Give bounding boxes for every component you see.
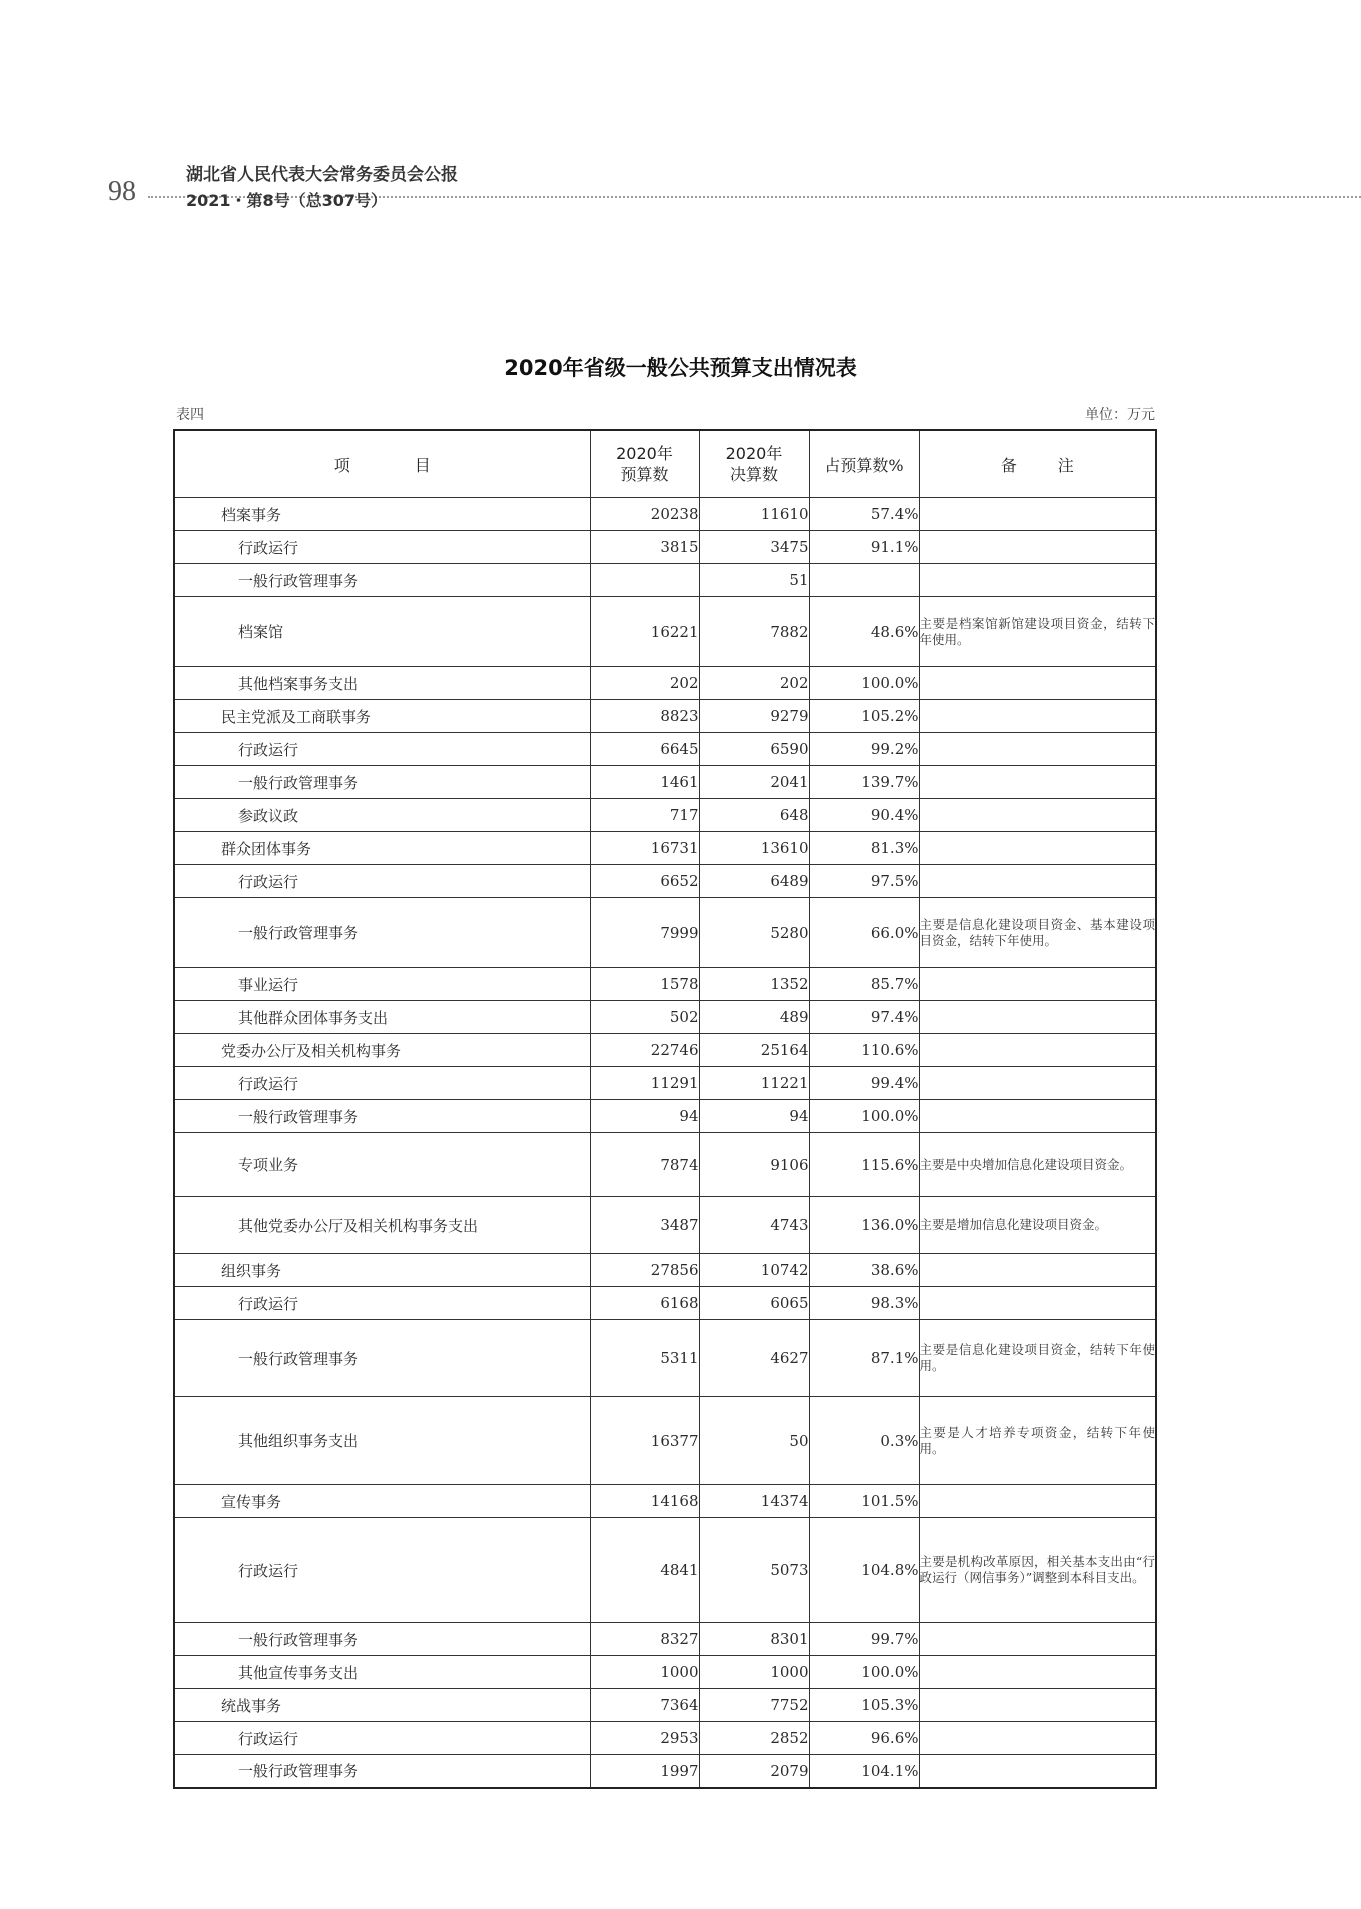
table-row — [174, 498, 1156, 531]
row-ratio-value: 48.6% — [809, 597, 919, 667]
row-budget-value: 1000 — [590, 1656, 699, 1689]
table-row — [174, 1518, 1156, 1623]
row-final-value: 202 — [699, 667, 809, 700]
row-budget-value: 94 — [590, 1100, 699, 1133]
row-ratio-value: 85.7% — [809, 968, 919, 1001]
row-final-value: 2079 — [699, 1755, 809, 1788]
row-final-value: 14374 — [699, 1485, 809, 1518]
table-row — [174, 832, 1156, 865]
table-row — [174, 1287, 1156, 1320]
row-final-value: 2852 — [699, 1722, 809, 1755]
table-unit: 单位：万元 — [1085, 407, 1155, 423]
row-item-name: 一般行政管理事务 — [174, 1100, 590, 1133]
row-budget-value: 16731 — [590, 832, 699, 865]
row-final-value: 5280 — [699, 898, 809, 968]
row-remark: 主要是机构改革原因，相关基本支出由“行政运行（网信事务）”调整到本科目支出。 — [919, 1518, 1156, 1623]
row-remark — [919, 865, 1156, 898]
row-ratio-value: 110.6% — [809, 1034, 919, 1067]
row-final-value: 50 — [699, 1397, 809, 1485]
row-ratio-value: 105.2% — [809, 700, 919, 733]
row-remark — [919, 1254, 1156, 1287]
row-budget-value: 11291 — [590, 1067, 699, 1100]
row-ratio-value: 139.7% — [809, 766, 919, 799]
table-row — [174, 799, 1156, 832]
row-item-name: 一般行政管理事务 — [174, 1755, 590, 1788]
row-budget-value: 7364 — [590, 1689, 699, 1722]
row-remark — [919, 564, 1156, 597]
table-row — [174, 898, 1156, 968]
row-remark — [919, 1001, 1156, 1034]
row-budget-value: 16221 — [590, 597, 699, 667]
table-row — [174, 1722, 1156, 1755]
row-ratio-value: 99.2% — [809, 733, 919, 766]
table-body — [174, 498, 1156, 1788]
row-ratio-value: 90.4% — [809, 799, 919, 832]
row-ratio-value: 57.4% — [809, 498, 919, 531]
row-item-name: 行政运行 — [174, 1722, 590, 1755]
row-final-value: 1000 — [699, 1656, 809, 1689]
row-ratio-value: 96.6% — [809, 1722, 919, 1755]
row-item-name: 行政运行 — [174, 531, 590, 564]
row-remark — [919, 1287, 1156, 1320]
row-final-value: 13610 — [699, 832, 809, 865]
row-budget-value: 3815 — [590, 531, 699, 564]
row-ratio-value: 99.4% — [809, 1067, 919, 1100]
row-remark: 主要是信息化建设项目资金、基本建设项目资金，结转下年使用。 — [919, 898, 1156, 968]
row-remark — [919, 1485, 1156, 1518]
row-budget-value: 1578 — [590, 968, 699, 1001]
row-final-value: 6065 — [699, 1287, 809, 1320]
row-final-value: 10742 — [699, 1254, 809, 1287]
table-row — [174, 1100, 1156, 1133]
row-item-name: 民主党派及工商联事务 — [174, 700, 590, 733]
header-item: 项 目 — [174, 430, 590, 498]
row-ratio-value: 38.6% — [809, 1254, 919, 1287]
row-item-name: 一般行政管理事务 — [174, 898, 590, 968]
table-row — [174, 1067, 1156, 1100]
row-remark: 主要是中央增加信息化建设项目资金。 — [919, 1133, 1156, 1197]
row-item-name: 档案事务 — [174, 498, 590, 531]
journal-title: 湖北省人民代表大会常务委员会公报 — [186, 165, 458, 185]
row-ratio-value: 81.3% — [809, 832, 919, 865]
row-ratio-value: 0.3% — [809, 1397, 919, 1485]
table-title: 2020年省级一般公共预算支出情况表 — [504, 356, 857, 380]
row-final-value: 5073 — [699, 1518, 809, 1623]
table-row — [174, 667, 1156, 700]
row-ratio-value — [809, 564, 919, 597]
row-ratio-value: 104.1% — [809, 1755, 919, 1788]
row-remark — [919, 667, 1156, 700]
table-row — [174, 1397, 1156, 1485]
table-row — [174, 564, 1156, 597]
row-budget-value: 7874 — [590, 1133, 699, 1197]
row-final-value: 4743 — [699, 1197, 809, 1254]
table-row — [174, 1656, 1156, 1689]
row-ratio-value: 101.5% — [809, 1485, 919, 1518]
row-final-value: 8301 — [699, 1623, 809, 1656]
row-budget-value: 6168 — [590, 1287, 699, 1320]
table-row — [174, 1254, 1156, 1287]
issue-number: 2021・第8号（总307号） — [186, 191, 388, 210]
row-item-name: 行政运行 — [174, 1518, 590, 1623]
row-item-name: 行政运行 — [174, 865, 590, 898]
row-final-value: 3475 — [699, 531, 809, 564]
row-ratio-value: 87.1% — [809, 1320, 919, 1397]
row-ratio-value: 136.0% — [809, 1197, 919, 1254]
row-ratio-value: 97.5% — [809, 865, 919, 898]
row-remark — [919, 498, 1156, 531]
row-final-value: 489 — [699, 1001, 809, 1034]
row-item-name: 档案馆 — [174, 597, 590, 667]
row-item-name: 一般行政管理事务 — [174, 1320, 590, 1397]
row-budget-value: 1461 — [590, 766, 699, 799]
row-ratio-value: 100.0% — [809, 667, 919, 700]
row-ratio-value: 100.0% — [809, 1100, 919, 1133]
row-budget-value: 2953 — [590, 1722, 699, 1755]
row-remark — [919, 1656, 1156, 1689]
page-number: 98 — [108, 176, 136, 207]
row-remark: 主要是增加信息化建设项目资金。 — [919, 1197, 1156, 1254]
row-budget-value: 3487 — [590, 1197, 699, 1254]
row-remark — [919, 1100, 1156, 1133]
row-item-name: 事业运行 — [174, 968, 590, 1001]
table-row — [174, 531, 1156, 564]
row-remark — [919, 1755, 1156, 1788]
row-remark — [919, 832, 1156, 865]
row-budget-value: 5311 — [590, 1320, 699, 1397]
header-remark: 备 注 — [919, 430, 1156, 498]
row-item-name: 其他群众团体事务支出 — [174, 1001, 590, 1034]
table-row — [174, 1001, 1156, 1034]
table-row — [174, 597, 1156, 667]
row-budget-value: 22746 — [590, 1034, 699, 1067]
row-final-value: 2041 — [699, 766, 809, 799]
row-ratio-value: 105.3% — [809, 1689, 919, 1722]
row-remark — [919, 531, 1156, 564]
row-final-value: 11221 — [699, 1067, 809, 1100]
header-ratio: 占预算数% — [809, 430, 919, 498]
row-item-name: 其他宣传事务支出 — [174, 1656, 590, 1689]
row-budget-value: 8327 — [590, 1623, 699, 1656]
row-budget-value: 6652 — [590, 865, 699, 898]
row-item-name: 一般行政管理事务 — [174, 1623, 590, 1656]
row-final-value: 7752 — [699, 1689, 809, 1722]
row-item-name: 行政运行 — [174, 1067, 590, 1100]
table-row — [174, 1320, 1156, 1397]
row-final-value: 11610 — [699, 498, 809, 531]
table-row — [174, 733, 1156, 766]
table-row — [174, 968, 1156, 1001]
table-row — [174, 1485, 1156, 1518]
row-item-name: 参政议政 — [174, 799, 590, 832]
row-remark — [919, 766, 1156, 799]
row-remark: 主要是信息化建设项目资金，结转下年使用。 — [919, 1320, 1156, 1397]
row-final-value: 4627 — [699, 1320, 809, 1397]
row-remark — [919, 733, 1156, 766]
row-budget-value: 502 — [590, 1001, 699, 1034]
row-item-name: 其他档案事务支出 — [174, 667, 590, 700]
row-final-value: 6489 — [699, 865, 809, 898]
table-row — [174, 766, 1156, 799]
row-budget-value: 717 — [590, 799, 699, 832]
row-budget-value: 14168 — [590, 1485, 699, 1518]
row-remark — [919, 799, 1156, 832]
row-item-name: 党委办公厅及相关机构事务 — [174, 1034, 590, 1067]
row-remark — [919, 968, 1156, 1001]
row-item-name: 统战事务 — [174, 1689, 590, 1722]
row-remark — [919, 1034, 1156, 1067]
row-budget-value: 6645 — [590, 733, 699, 766]
table-row — [174, 865, 1156, 898]
row-budget-value: 202 — [590, 667, 699, 700]
budget-table — [173, 429, 1157, 1789]
row-ratio-value: 99.7% — [809, 1623, 919, 1656]
row-final-value: 9106 — [699, 1133, 809, 1197]
table-row — [174, 1034, 1156, 1067]
row-remark: 主要是档案馆新馆建设项目资金，结转下年使用。 — [919, 597, 1156, 667]
row-ratio-value: 115.6% — [809, 1133, 919, 1197]
row-final-value: 51 — [699, 564, 809, 597]
row-ratio-value: 97.4% — [809, 1001, 919, 1034]
row-item-name: 行政运行 — [174, 1287, 590, 1320]
row-item-name: 其他党委办公厅及相关机构事务支出 — [174, 1197, 590, 1254]
row-remark — [919, 1067, 1156, 1100]
header-final: 2020年 决算数 — [699, 430, 809, 498]
row-remark: 主要是人才培养专项资金，结转下年使用。 — [919, 1397, 1156, 1485]
row-budget-value: 8823 — [590, 700, 699, 733]
row-remark — [919, 1623, 1156, 1656]
header-budget: 2020年 预算数 — [590, 430, 699, 498]
table-row — [174, 1623, 1156, 1656]
row-ratio-value: 100.0% — [809, 1656, 919, 1689]
row-item-name: 一般行政管理事务 — [174, 766, 590, 799]
row-ratio-value: 98.3% — [809, 1287, 919, 1320]
row-final-value: 648 — [699, 799, 809, 832]
row-item-name: 一般行政管理事务 — [174, 564, 590, 597]
row-final-value: 9279 — [699, 700, 809, 733]
table-row — [174, 1755, 1156, 1788]
row-item-name: 其他组织事务支出 — [174, 1397, 590, 1485]
row-item-name: 群众团体事务 — [174, 832, 590, 865]
row-remark — [919, 700, 1156, 733]
table-row — [174, 700, 1156, 733]
table-row — [174, 1689, 1156, 1722]
row-budget-value: 1997 — [590, 1755, 699, 1788]
row-budget-value: 27856 — [590, 1254, 699, 1287]
row-final-value: 94 — [699, 1100, 809, 1133]
row-final-value: 1352 — [699, 968, 809, 1001]
row-final-value: 7882 — [699, 597, 809, 667]
row-item-name: 行政运行 — [174, 733, 590, 766]
row-ratio-value: 66.0% — [809, 898, 919, 968]
row-item-name: 组织事务 — [174, 1254, 590, 1287]
row-final-value: 6590 — [699, 733, 809, 766]
table-row — [174, 1197, 1156, 1254]
row-budget-value: 16377 — [590, 1397, 699, 1485]
row-ratio-value: 104.8% — [809, 1518, 919, 1623]
row-final-value: 25164 — [699, 1034, 809, 1067]
row-remark — [919, 1689, 1156, 1722]
row-ratio-value: 91.1% — [809, 531, 919, 564]
table-row — [174, 1133, 1156, 1197]
row-budget-value: 4841 — [590, 1518, 699, 1623]
row-budget-value: 20238 — [590, 498, 699, 531]
row-item-name: 宣传事务 — [174, 1485, 590, 1518]
table-label: 表四 — [176, 407, 204, 423]
row-budget-value: 7999 — [590, 898, 699, 968]
row-remark — [919, 1722, 1156, 1755]
row-budget-value — [590, 564, 699, 597]
row-item-name: 专项业务 — [174, 1133, 590, 1197]
